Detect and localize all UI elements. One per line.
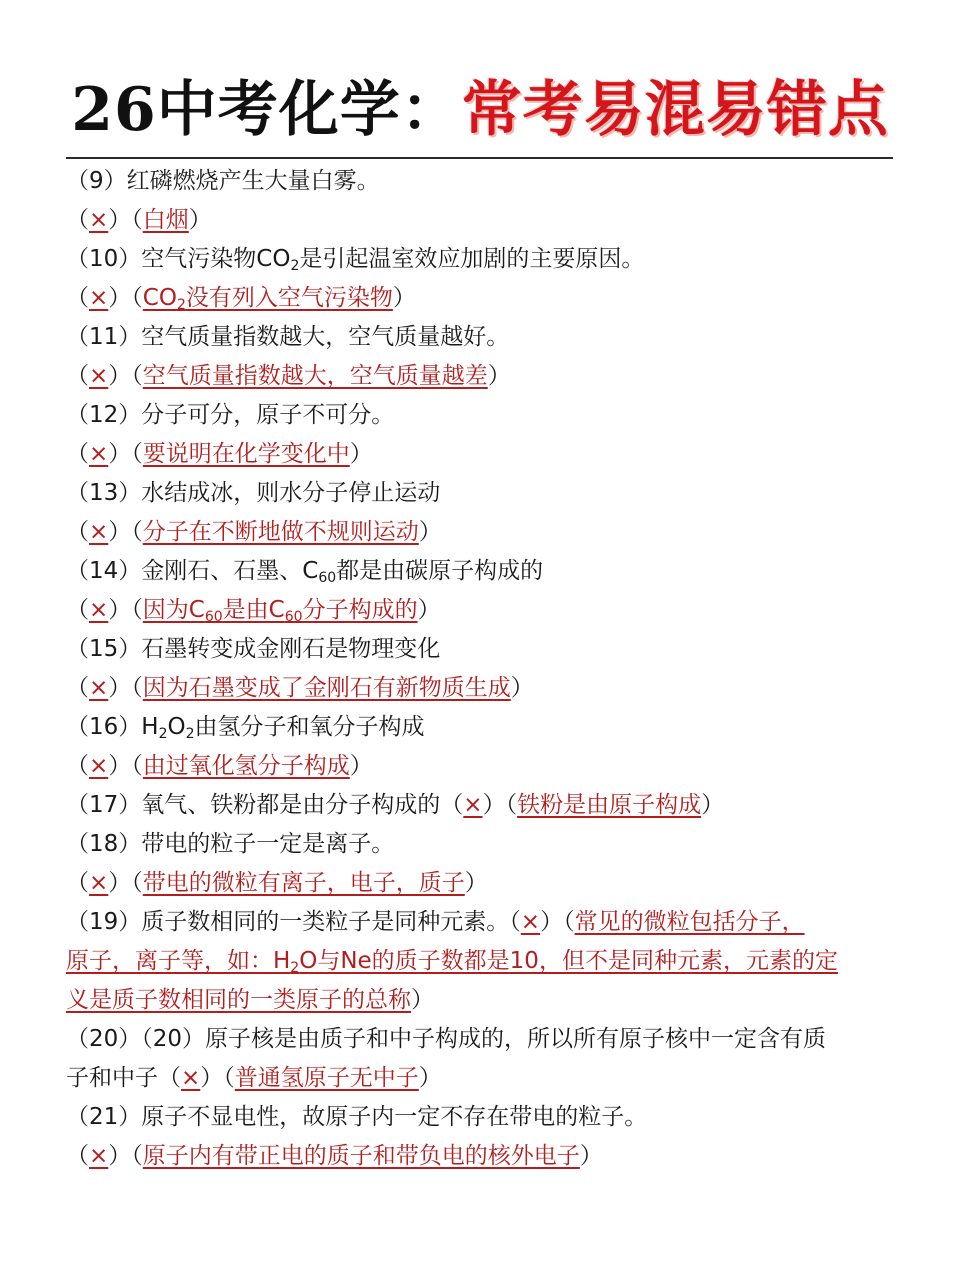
question-text: 由氢分子和氧分子构成	[194, 714, 425, 740]
content	[66, 162, 896, 1176]
question-text: O	[167, 714, 186, 740]
question-text: （9）红磷燃烧产生大量白雾。	[66, 168, 380, 194]
question-text: （11）空气质量指数越大，空气质量越好。	[66, 324, 510, 350]
answer-part: O与Ne的质子数都是10，但不是同种元素，元素的定	[299, 948, 838, 974]
answer-text: 因为石墨变成了金刚石有新物质生成	[142, 675, 511, 701]
page-title	[0, 68, 960, 152]
answer-text: 常见的微粒包括分子，	[574, 909, 805, 935]
question-text: 子和中子	[66, 1065, 158, 1091]
question-14	[66, 552, 896, 591]
question-20-line2: 子和中子（×）（普通氢原子无中子）	[66, 1065, 442, 1091]
answer-part: 没有列入空气污染物	[185, 285, 393, 311]
answer-part: CO	[142, 285, 177, 311]
question-text: （17）氧气、铁粉都是由分子构成的	[66, 792, 441, 818]
title-black: 26中考化学：	[71, 75, 462, 145]
question-19: （19）质子数相同的一类粒子是同种元素。（×）（常见的微粒包括分子，	[66, 909, 805, 935]
answer-text: 铁粉是由原子构成	[517, 792, 702, 818]
answer-text	[143, 285, 393, 311]
subscript: 2	[176, 297, 186, 313]
question-13	[66, 474, 896, 513]
question-21	[66, 1098, 896, 1137]
wrong-mark: ×	[89, 441, 109, 467]
answer-13: （×）（分子在不断地做不规则运动）	[66, 519, 442, 545]
answer-text: 由过氧化氢分子构成	[142, 753, 350, 779]
answer-part: 因为C	[142, 597, 205, 623]
answer-9: （×）（白烟）	[66, 207, 212, 233]
answer-text	[143, 597, 418, 623]
subscript: 2	[158, 726, 168, 742]
answer-text: 义是质子数相同的一类原子的总称	[66, 987, 411, 1013]
wrong-mark: ×	[463, 792, 483, 818]
question-text: （18）带电的粒子一定是离子。	[66, 831, 395, 857]
question-18	[66, 825, 896, 864]
question-text: （19）质子数相同的一类粒子是同种元素。	[66, 909, 510, 935]
subscript: 2	[290, 960, 300, 976]
question-11	[66, 318, 896, 357]
answer-15: （×）（因为石墨变成了金刚石有新物质生成）	[66, 675, 534, 701]
wrong-mark: ×	[89, 519, 109, 545]
answer-text: 带电的微粒有离子，电子，质子	[142, 870, 465, 896]
question-9	[66, 162, 896, 201]
answer-text: 空气质量指数越大，空气质量越差	[142, 363, 488, 389]
question-12	[66, 396, 896, 435]
wrong-mark: ×	[89, 285, 109, 311]
wrong-mark: ×	[89, 870, 109, 896]
subscript: 60	[318, 570, 337, 586]
wrong-mark: ×	[89, 597, 109, 623]
answer-19-line3: 义是质子数相同的一类原子的总称）	[66, 987, 434, 1013]
answer-12: （×）（要说明在化学变化中）	[66, 441, 373, 467]
answer-16: （×）（由过氧化氢分子构成）	[66, 753, 373, 779]
question-text: （13）水结成冰，则水分子停止运动	[66, 480, 441, 506]
question-text: （14）金刚石、石墨、C	[66, 558, 319, 584]
subscript: 60	[204, 609, 223, 625]
question-10	[66, 240, 896, 279]
answer-11: （×）（空气质量指数越大，空气质量越差）	[66, 363, 511, 389]
question-17: （17）氧气、铁粉都是由分子构成的（×）（铁粉是由原子构成）	[66, 792, 725, 818]
wrong-mark: ×	[89, 207, 109, 233]
question-text: （20）（20）原子核是由质子和中子构成的，所以所有原子核中一定含有质	[66, 1026, 827, 1052]
title-red: 常考易混易错点	[461, 75, 889, 145]
title-divider	[66, 157, 893, 159]
answer-text: 原子内有带正电的质子和带负电的核外电子	[142, 1143, 580, 1169]
wrong-mark: ×	[520, 909, 541, 935]
subscript: 60	[284, 609, 303, 625]
question-20	[66, 1020, 896, 1059]
question-text: （16）H	[66, 714, 159, 740]
subscript: 2	[290, 258, 300, 274]
answer-part: 分子构成的	[302, 597, 418, 623]
subscript: 2	[185, 726, 195, 742]
question-15	[66, 630, 896, 669]
question-16	[66, 708, 896, 747]
wrong-mark: ×	[89, 1143, 109, 1169]
question-text: 都是由碳原子构成的	[336, 558, 544, 584]
answer-19-line2	[66, 942, 896, 981]
wrong-mark: ×	[89, 675, 109, 701]
answer-text: 白烟	[142, 207, 189, 233]
answer-part: 原子，离子等，如：H	[66, 948, 291, 974]
wrong-mark: ×	[89, 753, 109, 779]
wrong-mark: ×	[89, 363, 109, 389]
answer-10: $(\times)(CO_2$没有列入空气污染物）	[66, 285, 416, 313]
answer-14: （×）（因为$C_{60}$是由$C_{60}$分子构成的）	[66, 597, 441, 625]
question-text: （10）空气污染物CO	[66, 246, 291, 272]
question-text: 是引起温室效应加剧的主要原因。	[299, 246, 645, 272]
answer-text: 要说明在化学变化中	[142, 441, 350, 467]
answer-18: （×）（带电的微粒有离子，电子，质子）	[66, 870, 488, 896]
answer-text: 分子在不断地做不规则运动	[142, 519, 419, 545]
answer-text	[66, 948, 838, 974]
question-text: （21）原子不显电性，故原子内一定不存在带电的粒子。	[66, 1104, 648, 1130]
answer-text: 普通氢原子无中子	[234, 1065, 419, 1091]
question-text: （12）分子可分，原子不可分。	[66, 402, 395, 428]
question-text: （15）石墨转变成金刚石是物理变化	[66, 636, 441, 662]
wrong-mark: ×	[181, 1065, 201, 1091]
answer-part: 是由C	[222, 597, 285, 623]
answer-21: （×）（原子内有带正电的质子和带负电的核外电子）	[66, 1143, 603, 1169]
